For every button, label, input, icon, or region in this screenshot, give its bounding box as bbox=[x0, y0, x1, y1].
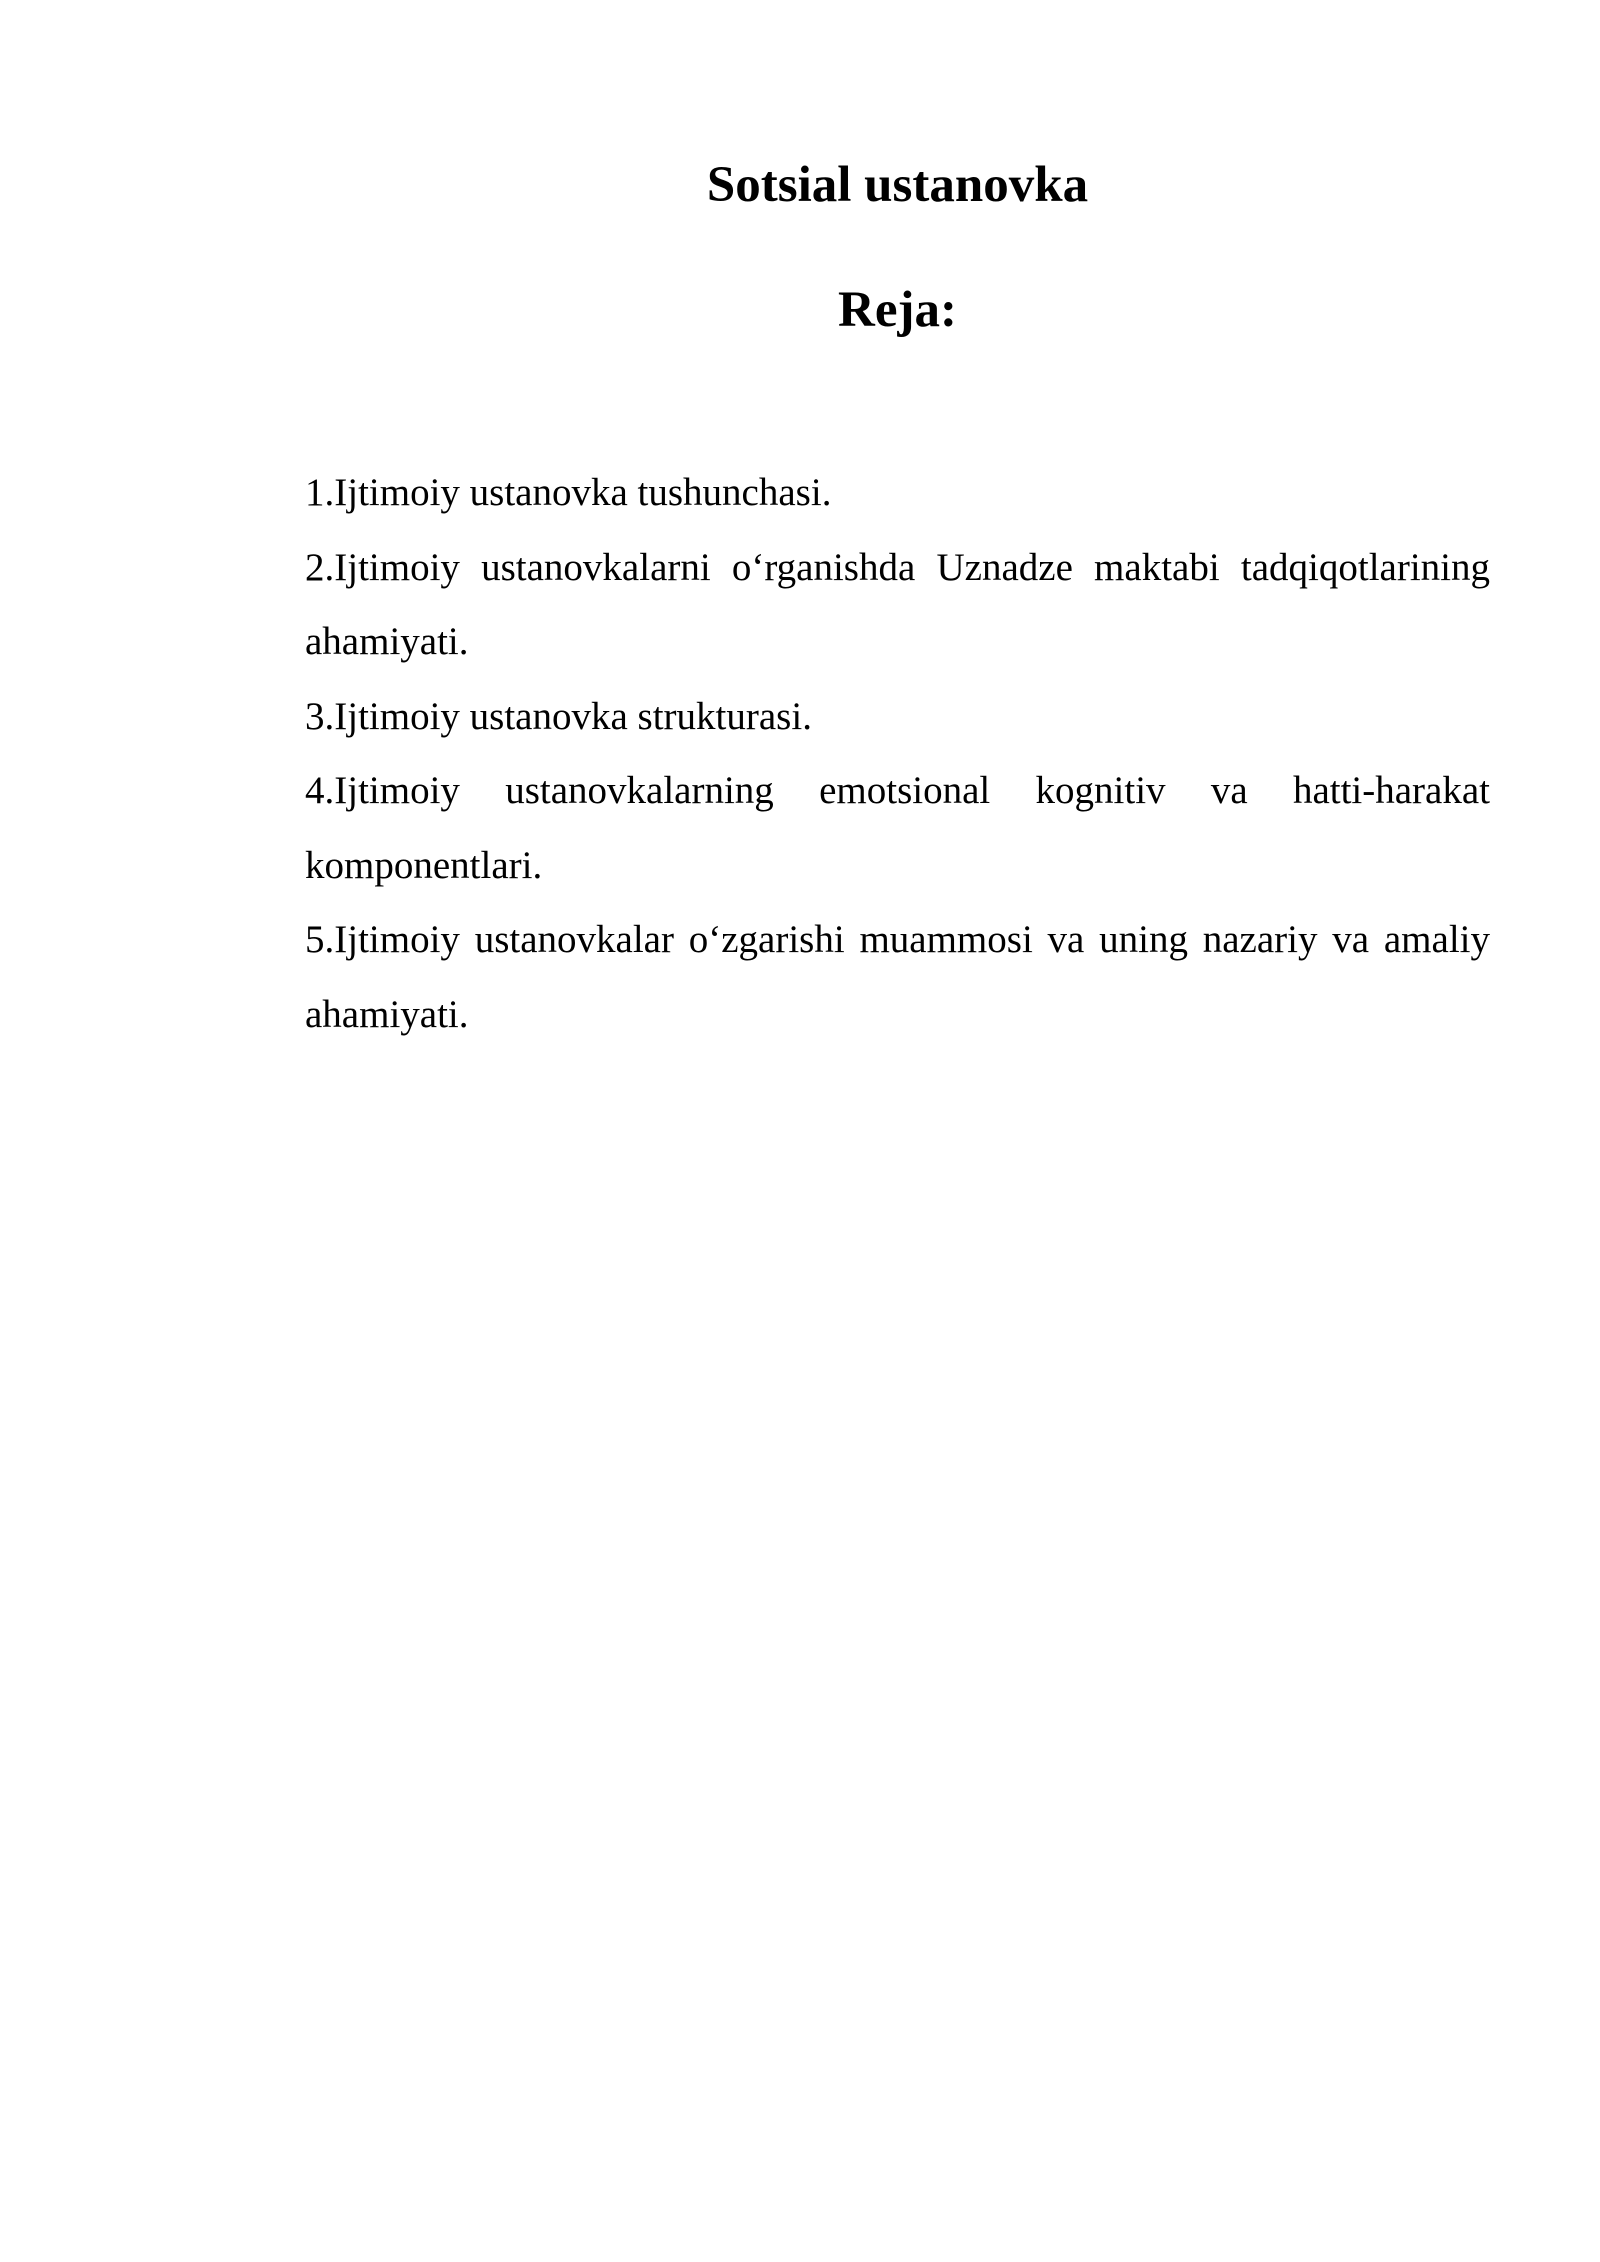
plan-item: 3.Ijtimoiy ustanovka strukturasi. bbox=[305, 694, 812, 738]
plan-item: 1.Ijtimoiy ustanovka tushunchasi. bbox=[305, 471, 832, 514]
plan-item: 5.Ijtimoiy ustanovkalar o‘zgarishi muammosi va uning nazariy va amaliy ahamiyati. bbox=[305, 918, 1490, 1036]
document-title: Sotsial ustanovka bbox=[706, 157, 1089, 213]
plan-item: 4.Ijtimoiy ustanovkalarning emotsional kognitiv va hatti-harakat komponentlari. bbox=[305, 769, 1490, 887]
plan-list bbox=[305, 456, 1490, 1052]
plan-item: 2.Ijtimoiy ustanovkalarni o‘rganishda Uznadze maktabi tadqiqotlarining ahamiyati. bbox=[305, 545, 1490, 663]
plan-heading: Reja: bbox=[838, 282, 957, 338]
